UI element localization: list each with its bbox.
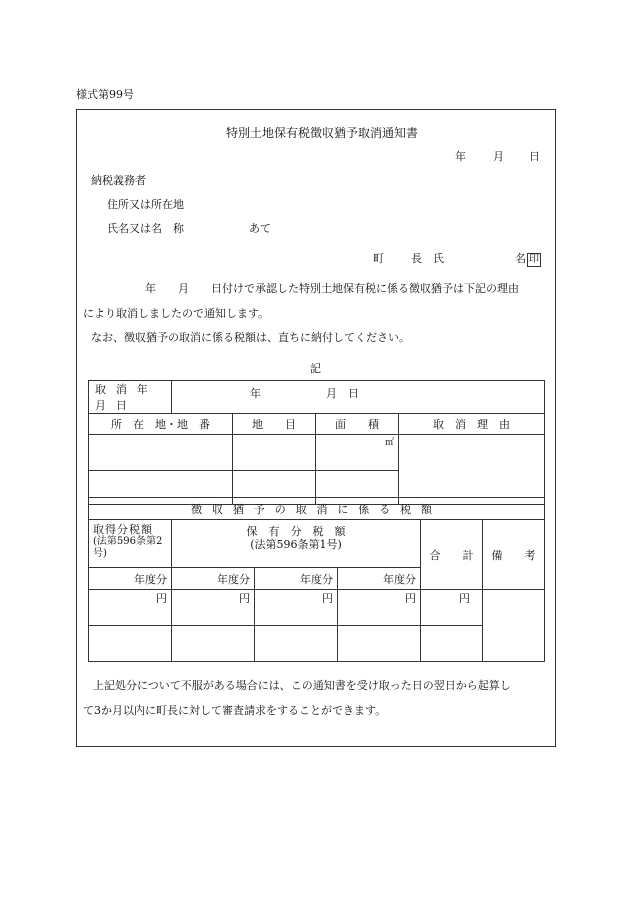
holding-label-text: 保 有 分 税 額 — [246, 525, 346, 538]
cancel-date-value — [172, 381, 545, 414]
total-label: 合 計 — [421, 520, 483, 590]
amount-cell[interactable] — [172, 626, 255, 662]
name-suffix-text: 名 — [515, 252, 526, 265]
col-reason: 取 消 理 由 — [399, 414, 545, 435]
issuer-name-suffix — [515, 250, 541, 267]
amount-cell[interactable]: 円 — [89, 590, 172, 626]
land-category-cell[interactable] — [233, 435, 316, 471]
ki-heading: 記 — [310, 362, 321, 375]
col-land-category: 地 目 — [233, 414, 316, 435]
issue-month: 月 — [493, 150, 504, 163]
amount-row — [89, 590, 545, 626]
acquisition-law-ref: (法第596条第2号) — [93, 536, 163, 559]
date-row — [89, 381, 545, 414]
form-number: 様式第99号 — [76, 88, 134, 101]
col-area: 面 積 — [316, 414, 399, 435]
category-row — [89, 520, 545, 568]
table-row — [89, 435, 545, 471]
amount-cell[interactable] — [338, 626, 421, 662]
amount-cell[interactable] — [89, 626, 172, 662]
body-line-3: なお、徴収猶予の取消に係る税額は、直ちに納付してください。 — [91, 331, 410, 344]
issuer-title: 氏 — [433, 252, 444, 265]
fiscal-year-1: 年度分 — [89, 568, 172, 590]
cancel-date-year: 年 — [250, 387, 261, 400]
amount-cell[interactable]: 円 — [172, 590, 255, 626]
seal-mark: 印 — [529, 254, 539, 265]
amount-row — [89, 626, 545, 662]
footer-line-1: 上記処分について不服がある場合には、この通知書を受け取った日の翌日から起算し — [93, 679, 511, 692]
body-line-1: 年 月 日付けで承認した特別土地保有税に係る徴収猶予は下記の理由 — [145, 282, 519, 295]
issuer-mayor: 長 — [411, 252, 422, 265]
remarks-cell[interactable] — [483, 590, 545, 662]
total-amount-cell[interactable] — [421, 626, 483, 662]
addressee-suffix: あて — [249, 222, 271, 235]
cancel-date-month: 月 — [326, 387, 337, 400]
reason-cell[interactable] — [399, 435, 545, 505]
acquisition-label-text: 取得分税額 — [93, 523, 153, 536]
area-cell[interactable] — [316, 435, 399, 471]
tax-amount-header: 徴収猶予の取消に係る税額 — [89, 498, 545, 520]
cancel-date-day: 日 — [348, 387, 359, 400]
remarks-label: 備 考 — [483, 520, 545, 590]
document-title: 特別土地保有税徴収猶予取消通知書 — [226, 126, 419, 140]
notice-frame — [76, 109, 556, 747]
location-cell[interactable] — [89, 435, 233, 471]
total-amount-cell[interactable]: 円 — [421, 590, 483, 626]
name-label: 氏名又は名 称 — [107, 222, 184, 235]
issue-day: 日 — [529, 150, 540, 163]
column-header-row — [89, 414, 545, 435]
issue-year: 年 — [455, 150, 466, 163]
col-location: 所 在 地・地 番 — [89, 414, 233, 435]
holding-tax-label — [172, 520, 421, 568]
amount-cell[interactable]: 円 — [338, 590, 421, 626]
amount-cell[interactable]: 円 — [255, 590, 338, 626]
fiscal-year-3: 年度分 — [255, 568, 338, 590]
amount-cell[interactable] — [255, 626, 338, 662]
cancel-date-label: 取消年月日 — [89, 381, 172, 414]
cancellation-table — [88, 380, 545, 505]
footer-line-2: て3か月以内に町長に対して審査請求をすることができます。 — [83, 704, 387, 717]
fiscal-year-4: 年度分 — [338, 568, 421, 590]
address-label: 住所又は所在地 — [107, 198, 184, 211]
holding-law-ref: (法第596条第1号) — [250, 538, 342, 551]
tax-header-row — [89, 498, 545, 520]
area-unit: ㎡ — [384, 438, 394, 448]
acquisition-tax-label — [89, 520, 172, 568]
issuer-town: 町 — [373, 252, 384, 265]
fiscal-year-2: 年度分 — [172, 568, 255, 590]
tax-amount-table — [88, 497, 545, 662]
body-line-2: により取消しましたので通知します。 — [83, 307, 270, 320]
taxpayer-label: 納税義務者 — [91, 174, 146, 187]
